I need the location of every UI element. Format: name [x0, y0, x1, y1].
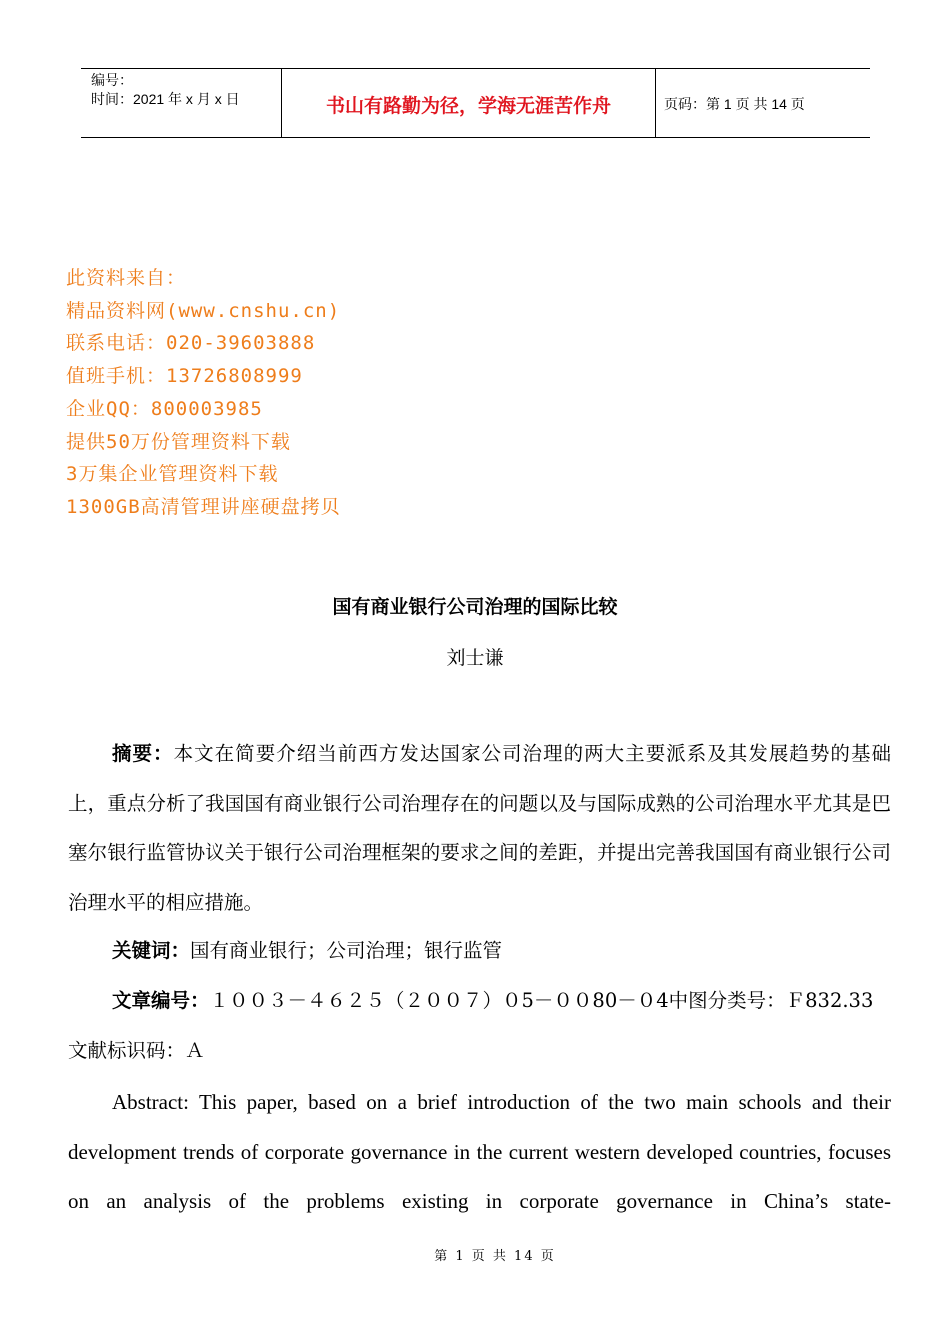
header-right-cell — [656, 69, 870, 137]
date-label: 时间：2021 年 x 月 x 日 — [91, 91, 240, 107]
keywords-text: 国有商业银行；公司治理；银行监管 — [190, 939, 503, 962]
keywords — [68, 926, 891, 976]
ad-line: 1300GB高清管理讲座硬盘拷贝 — [66, 495, 341, 518]
ad-line: 值班手机：13726808999 — [66, 365, 303, 388]
ad-line: 此资料来自： — [66, 267, 187, 289]
ad-block — [66, 262, 341, 524]
abstract-cn-text: 本文在简要介绍当前西方发达国家公司治理的两大主要派系及其发展趋势的基础上，重点分析了我国国有商业银行公司治理存在的问题以及与国际成熟的公司治理水平尤其是巴塞尔银行监管协议关于银行公司治理框架的要求之间的差距，并提出完善我国国有商业银行公司治理水平的相应措施。 — [68, 742, 891, 914]
page-info: 页码：第 1 页 共 14 页 — [664, 96, 805, 112]
header-motto-cell — [281, 69, 656, 137]
article-number-text: １００３－４６２５（２００７）０5－００80－０4中图分类号：Ｆ832.33 文献标识码：Ａ — [68, 989, 874, 1062]
ad-line: 提供50万份管理资料下载 — [66, 430, 291, 453]
abstract-cn — [68, 729, 891, 927]
article-number — [68, 976, 891, 1075]
page-footer: 第 1 页 共 14 页 — [434, 1249, 556, 1264]
motto: 书山有路勤为径，学海无涯苦作舟 — [325, 95, 611, 117]
header-left-cell — [81, 69, 281, 137]
abstract-label: 摘要： — [112, 742, 174, 765]
number-label: 编号： — [91, 72, 133, 88]
header-table — [81, 68, 870, 138]
ad-line: 联系电话：020-39603888 — [66, 332, 316, 355]
ad-line: 精品资料网(www.cnshu.cn) — [66, 299, 341, 322]
ad-line: 企业QQ：800003985 — [66, 397, 263, 420]
abstract-en: Abstract: This paper, based on a brief introduction of the two main schools and their development trends of corporate governance in the current western developed countries, focuses on an analysis of the problems existing in corporate governance in China’s state- — [68, 1090, 891, 1213]
article-author: 刘士谦 — [446, 647, 504, 669]
article-number-label: 文章编号： — [112, 989, 210, 1012]
ad-line: 3万集企业管理资料下载 — [66, 463, 279, 486]
keywords-label: 关键词： — [112, 939, 191, 962]
article-title: 国有商业银行公司治理的国际比较 — [332, 596, 618, 618]
